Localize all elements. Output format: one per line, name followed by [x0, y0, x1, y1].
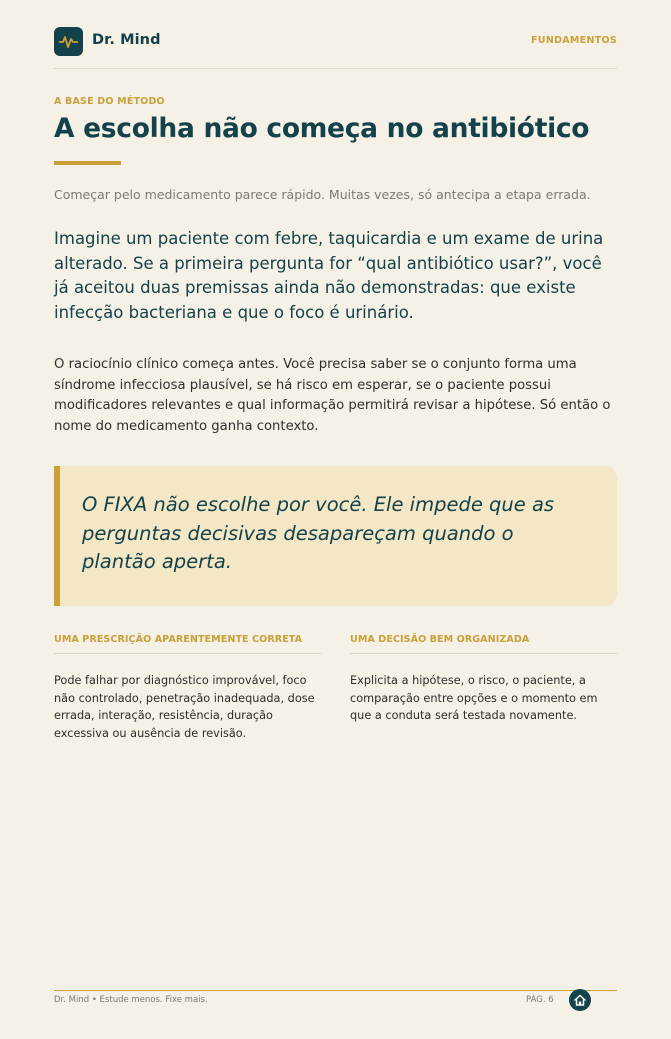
callout-quote — [54, 466, 617, 606]
pulse-icon — [59, 35, 78, 48]
column-heading: UMA PRESCRIÇÃO APARENTEMENTE CORRETA — [54, 634, 303, 645]
page — [54, 0, 617, 1039]
footer-tagline: Dr. Mind • Estude menos. Fixe mais. — [54, 995, 208, 1005]
quote-text: O FIXA não escolhe por você. Ele impede que as perguntas decisivas desapareçam quando o plantão aperta. — [82, 493, 555, 573]
column-heading: UMA DECISÃO BEM ORGANIZADA — [350, 634, 530, 645]
footer-divider — [54, 990, 617, 991]
brand-name: Dr. Mind — [92, 32, 161, 48]
lead-paragraph: Imagine um paciente com febre, taquicardia e um exame de urina alterado. Se a primeira pergunta for “qual antibiótico usar?”, você já aceitou duas premissas ainda não demonstradas: que existe infecção bacteriana e que o foco é urinário. — [54, 229, 604, 322]
page-number: PÁG. 6 — [526, 995, 554, 1005]
header-divider — [54, 68, 617, 69]
column-organized-decision — [350, 632, 617, 722]
eyebrow-label: A BASE DO MÉTODO — [54, 96, 165, 107]
column-divider — [54, 653, 321, 654]
title-underline — [54, 161, 121, 165]
column-text: Pode falhar por diagnóstico improvável, foco não controlado, penetração inadequada, dose errada, interação, resistência, duração excessiva ou ausência de revisão. — [54, 674, 315, 740]
subtitle: Começar pelo medicamento parece rápido. Muitas vezes, só antecipa a etapa errada. — [54, 187, 591, 202]
column-divider — [350, 653, 617, 654]
page-title: A escolha não começa no antibiótico — [54, 113, 590, 144]
column-correct-prescription — [54, 632, 321, 740]
header — [54, 27, 617, 57]
logo — [54, 27, 83, 56]
section-label: FUNDAMENTOS — [531, 35, 617, 46]
home-icon — [573, 993, 587, 1007]
quote-accent-bar — [54, 466, 60, 606]
column-text: Explicita a hipótese, o risco, o paciente, a comparação entre opções e o momento em que a conduta será testada novamente. — [350, 674, 598, 722]
home-button[interactable] — [569, 989, 591, 1011]
body-paragraph: O raciocínio clínico começa antes. Você precisa saber se o conjunto forma uma síndrome infecciosa plausível, se há risco em esperar, se o paciente possui modificadores relevantes e qual informação permitirá revisar a hipótese. Só então o nome do medicamento ganha contexto. — [54, 357, 611, 434]
